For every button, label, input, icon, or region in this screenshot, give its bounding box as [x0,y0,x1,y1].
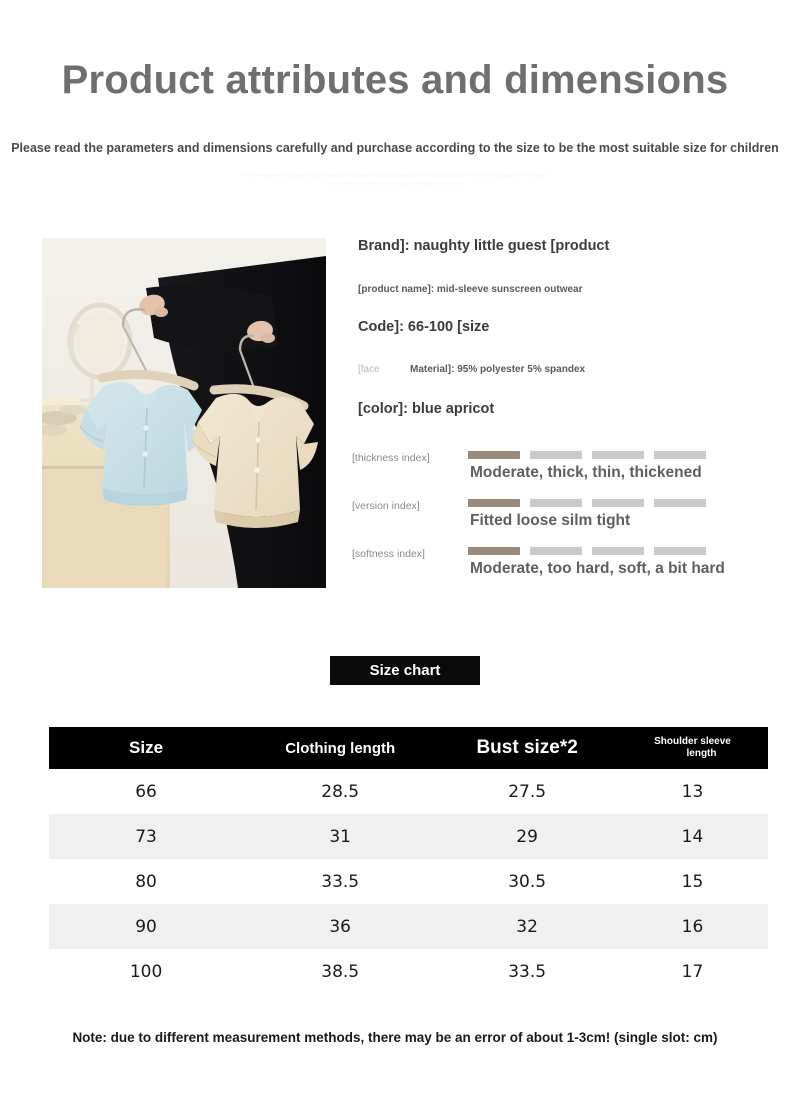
cell-size: 66 [135,781,157,802]
cell-bust: 32 [516,916,538,937]
attribute-face-label: [face [358,363,380,375]
index-bars-softness [468,547,706,555]
cell-clothing-length: 31 [329,826,351,847]
cell-bust: 29 [516,826,538,847]
cell-clothing-length: 38.5 [321,961,360,982]
product-attributes [358,238,778,418]
table-row [49,769,768,814]
attribute-material-value: Material]: 95% polyester 5% spandex [410,363,586,375]
cell-clothing-length: 28.5 [321,781,360,802]
index-bar-segment [654,547,706,555]
column-header-shoulder-line-1: Shoulder sleeve [654,735,731,747]
cell-size: 73 [135,826,157,847]
index-label-version: [version index] [352,500,420,512]
footer-note: Note: due to different measurement methods, there may be an error of about 1-3cm! (single slot: cm) [72,1030,718,1045]
column-header-bust: Bust size*2 [476,737,578,758]
attribute-material [358,364,778,376]
size-chart-table [49,727,768,994]
page-subtitle: Please read the parameters and dimensions carefully and purchase according to the size to be the most suitable size for children [11,141,779,155]
index-desc-softness: Moderate, too hard, soft, a bit hard [470,560,725,577]
index-bar-segment [654,451,706,459]
column-header-size: Size [129,738,164,757]
column-header-shoulder-line-2: length [686,748,717,759]
column-header-shoulder-sleeve-length [617,727,768,769]
attribute-color: [color]: blue apricot [358,400,495,417]
size-chart-badge: Size chart [330,656,480,685]
cell-shoulder-sleeve-length: 15 [681,871,704,892]
index-bar-segment [530,499,582,507]
index-bar-segment [468,451,520,459]
cell-bust: 33.5 [508,961,547,982]
index-desc-thickness: Moderate, thick, thin, thickened [470,464,702,481]
index-row-softness [352,544,782,592]
cell-size: 80 [135,871,157,892]
index-bar-segment [468,547,520,555]
watermark-text [0,172,790,188]
cell-bust: 30.5 [508,871,547,892]
cell-clothing-length: 33.5 [321,871,360,892]
index-desc-version: Fitted loose silm tight [470,512,631,529]
index-row-version [352,496,782,544]
index-bars-thickness [468,451,706,459]
cell-shoulder-sleeve-length: 14 [681,826,704,847]
attribute-code: Code]: 66-100 [size [358,319,490,336]
table-header-row [49,727,768,769]
product-photo-illustration [42,238,326,588]
index-label-thickness: [thickness index] [352,452,430,464]
table-row [49,904,768,949]
index-bar-segment [468,499,520,507]
table-row [49,814,768,859]
column-header-clothing-length: Clothing length [285,739,396,757]
watermark-line-2: PLEASE READ THE PARAMETERS AND DIMENSIONS CAREFULLY [325,180,465,186]
index-row-thickness [352,448,782,496]
index-bar-segment [530,451,582,459]
page-title: Product attributes and dimensions [61,58,729,102]
table-row [49,859,768,904]
index-bar-segment [654,499,706,507]
attribute-brand: Brand]: naughty little guest [product [358,238,610,254]
cell-bust: 27.5 [508,781,547,802]
index-bar-segment [592,499,644,507]
index-list [352,448,782,592]
index-bar-segment [592,451,644,459]
index-bar-segment [530,547,582,555]
cell-shoulder-sleeve-length: 13 [681,781,704,802]
table-row [49,949,768,994]
cell-shoulder-sleeve-length: 17 [681,961,704,982]
product-photo [42,238,326,588]
attribute-product-name: [product name]: mid-sleeve sunscreen outwear [358,284,583,296]
cell-size: 90 [135,916,157,937]
cell-shoulder-sleeve-length: 16 [681,916,704,937]
index-bar-segment [592,547,644,555]
cell-size: 100 [129,961,163,982]
index-bars-version [468,499,706,507]
watermark-line-1: THE PARAMETERS AND DIMENSIONS CAREFULLY AND PURCHASE ACCORDING TO THE SIZE TO BE THE MOST SUITABLE SIZE FOR CHILDREN [241,173,549,178]
cell-clothing-length: 36 [329,916,351,937]
index-label-softness: [softness index] [352,548,425,560]
